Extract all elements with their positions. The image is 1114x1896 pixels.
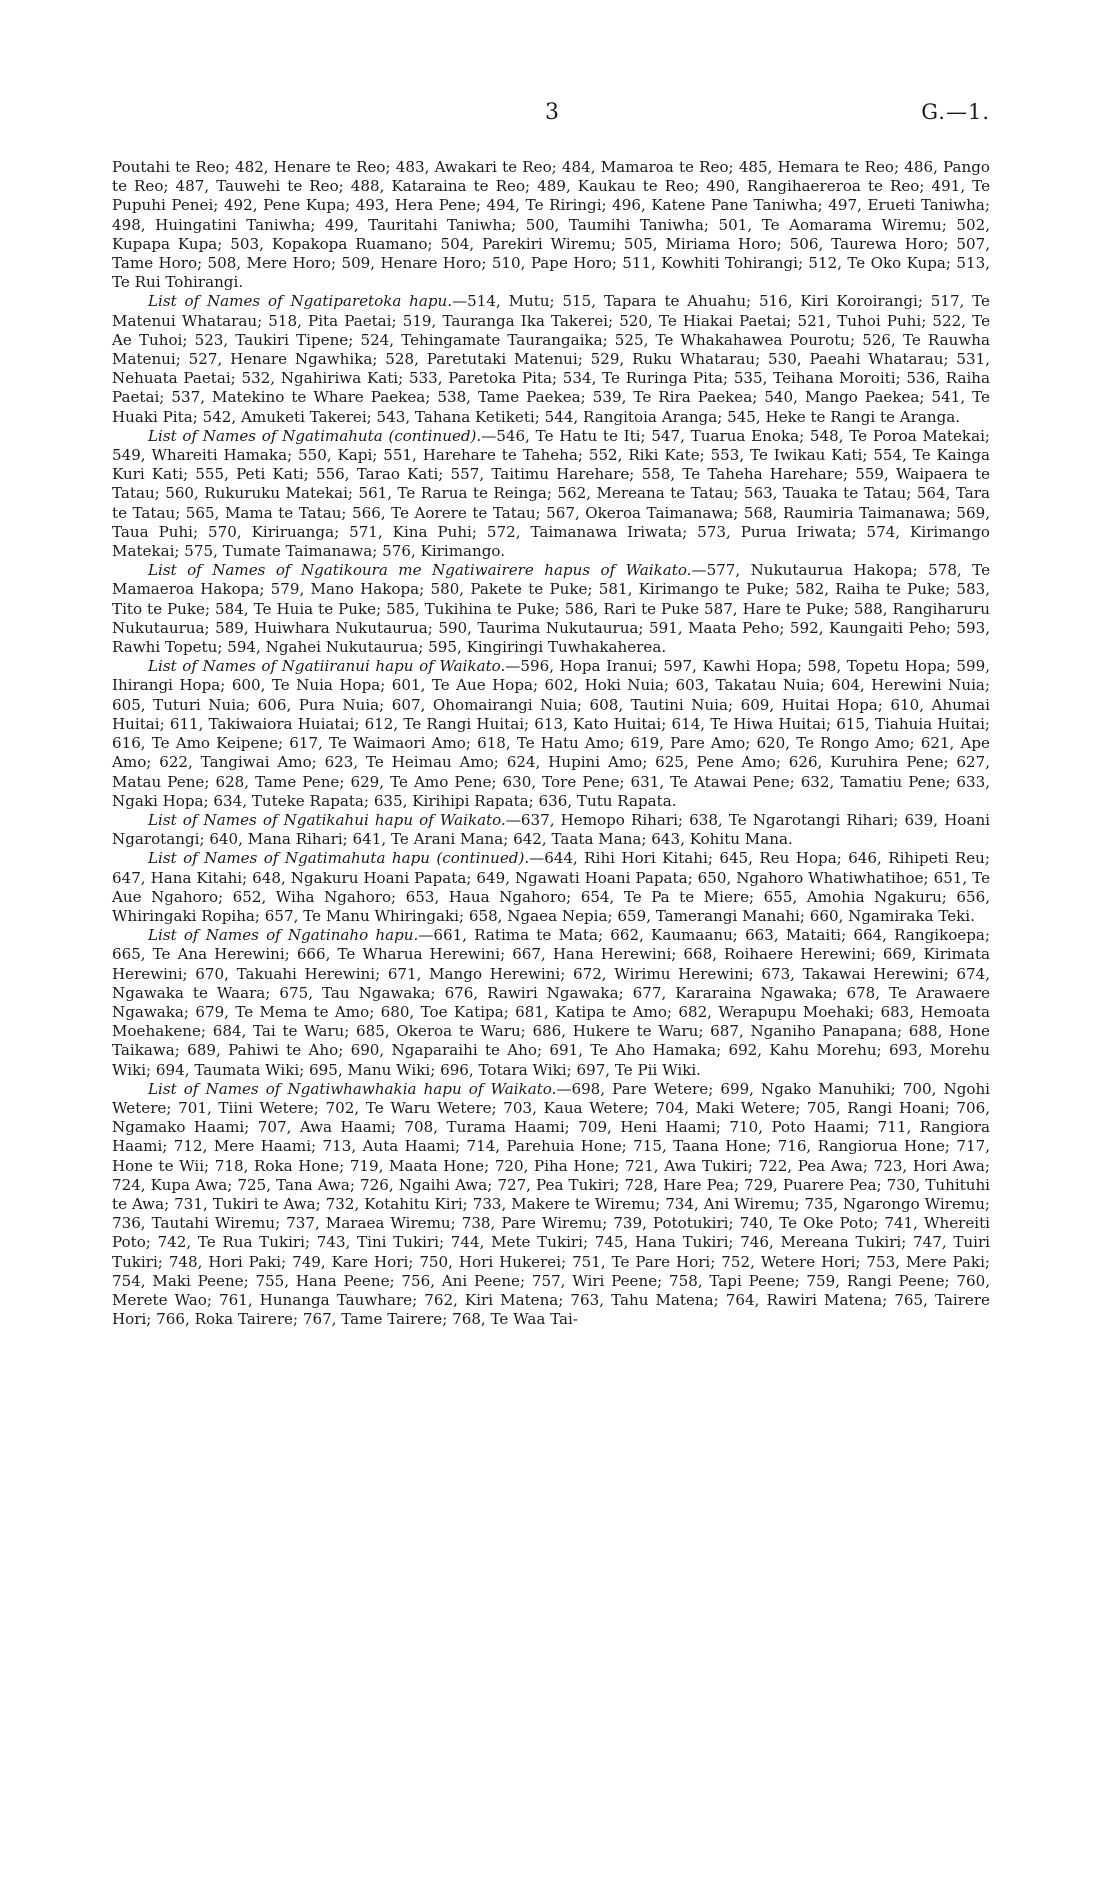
list-heading: List of Names of Ngatiparetoka hapu. xyxy=(148,292,453,311)
paragraph-text: Poutahi te Reo; 482, Henare te Reo; 483, Awakari te Reo; 484, Mamaroa te Reo; 485, Hemara te Reo; 486, Pango te Reo; 487, Tauwehi te Reo; 488, Kataraina te Reo; 489, Kaukau te Reo; 490, Rangihaereroa te Reo; 491, Te Pupuhi Penei; 492, Pene Kupa; 493, Hera Pene; 494, Te Riringi; 496, Katene Pane Taniwha; 497, Erueti Taniwha; 498, Huingatini Taniwha; 499, Tauritahi Taniwha; 500, Taumihi Taniwha; 501, Te Aomarama Wiremu; 502, Kupapa Kupa; 503, Kopakopa Ruamano; 504, Parekiri Wiremu; 505, Miriama Horo; 506, Taurewa Horo; 507, Tame Horo; 508, Mere Horo; 509, Henare Horo; 510, Pape Horo; 511, Kowhiti Tohirangi; 512, Te Oko Kupa; 513, Te Rui Tohirangi. xyxy=(112,158,990,292)
parliamentary-paper-reference: G.—1. xyxy=(921,100,990,124)
paragraph-text: —514, Mutu; 515, Tapara te Ahuahu; 516, Kiri Koroirangi; 517, Te Matenui Whatarau; 518, Pita Paetai; 519, Tauranga Ika Takerei; 520, Te Hiakai Paetai; 521, Tuhoi Puhi; 522, Te Ae Tuhoi; 523, Taukiri Tipene; 524, Tehingamate Taurangaika; 525, Te Whakahawea Pourotu; 526, Te Rauwha Matenui; 527, Henare Ngawhika; 528, Paretutaki Matenui; 529, Ruku Whatarau; 530, Paeahi Whatarau; 531, Nehuata Paetai; 532, Ngahiriwa Kati; 533, Paretoka Pita; 534, Te Ruringa Pita; 535, Teihana Moroiti; 536, Raiha Paetai; 537, Matekino te Whare Paekea; 538, Tame Paekea; 539, Te Rira Paekea; 540, Mango Paekea; 541, Te Huaki Pita; 542, Amuketi Takerei; 543, Tahana Ketiketi; 544, Rangitoia Aranga; 545, Heke te Rangi te Aranga. xyxy=(112,292,990,426)
paragraph-text: —661, Ratima te Mata; 662, Kaumaanu; 663, Mataiti; 664, Rangikoepa; 665, Te Ana Herewini; 666, Te Wharua Herewini; 667, Hana Herewini; 668, Roihaere Herewini; 669, Kirimata Herewini; 670, Takuahi Herewini; 671, Mango Herewini; 672, Wirimu Herewini; 673, Takawai Herewini; 674, Ngawaka te Waara; 675, Tau Ngawaka; 676, Rawiri Ngawaka; 677, Kararaina Ngawaka; 678, Te Arawaere Ngawaka; 679, Te Mema te Amo; 680, Toe Katipa; 681, Katipa te Amo; 682, Werapupu Moehaki; 683, Hemoata Moehakene; 684, Tai te Waru; 685, Okeroa te Waru; 686, Hukere te Waru; 687, Nganiho Panapana; 688, Hone Taikawa; 689, Pahiwi te Aho; 690, Ngaparaihi te Aho; 691, Te Aho Hamaka; 692, Kahu Morehu; 693, Morehu Wiki; 694, Taumata Wiki; 695, Manu Wiki; 696, Totara Wiki; 697, Te Pii Wiki. xyxy=(112,926,990,1079)
paragraph-ngatimahuta-hapu xyxy=(112,849,990,926)
paragraph-text: —577, Nukutaurua Hakopa; 578, Te Mamaeroa Hakopa; 579, Mano Hakopa; 580, Pakete te Puke; 581, Kirimango te Puke; 582, Raiha te Puke; 583, Tito te Puke; 584, Te Huia te Puke; 585, Tukihina te Puke; 586, Rari te Puke 587, Hare te Puke; 588, Rangiharuru Nukutaurua; 589, Huiwhara Nukutaurua; 590, Taurima Nukutaurua; 591, Maata Peho; 592, Kaungaiti Peho; 593, Rawhi Topetu; 594, Ngahei Nukutaurua; 595, Kingiringi Tuwhakaherea. xyxy=(112,561,990,657)
page-header xyxy=(110,100,990,132)
paragraph-ngatikahui xyxy=(112,811,990,849)
paragraph-text: —596, Hopa Iranui; 597, Kawhi Hopa; 598, Topetu Hopa; 599, Ihirangi Hopa; 600, Te Nuia Hopa; 601, Te Aue Hopa; 602, Hoki Nuia; 603, Takatau Nuia; 604, Herewini Nuia; 605, Tuturi Nuia; 606, Pura Nuia; 607, Ohomairangi Nuia; 608, Tautini Nuia; 609, Huitai Hopa; 610, Ahumai Huitai; 611, Takiwaiora Huiatai; 612, Te Rangi Huitai; 613, Kato Huitai; 614, Te Hiwa Huitai; 615, Tiahuia Huitai; 616, Te Amo Keipene; 617, Te Waimaori Amo; 618, Te Hatu Amo; 619, Pare Amo; 620, Te Rongo Amo; 621, Ape Amo; 622, Tangiwai Amo; 623, Te Heimau Amo; 624, Hupini Amo; 625, Pene Amo; 626, Kuruhira Pene; 627, Matau Pene; 628, Tame Pene; 629, Te Amo Pene; 630, Tore Pene; 631, Te Atawai Pene; 632, Tamatiu Pene; 633, Ngaki Hopa; 634, Tuteke Rapata; 635, Kirihipi Rapata; 636, Tutu Rapata. xyxy=(112,657,990,810)
paragraph-ngatimahuta-continued xyxy=(112,427,990,561)
paragraph-text: —698, Pare Wetere; 699, Ngako Manuhiki; 700, Ngohi Wetere; 701, Tiini Wetere; 702, Te Waru Wetere; 703, Kaua Wetere; 704, Maki Wetere; 705, Rangi Hoani; 706, Ngamako Haami; 707, Awa Haami; 708, Turama Haami; 709, Heni Haami; 710, Poto Haami; 711, Rangiora Haami; 712, Mere Haami; 713, Auta Haami; 714, Parehuia Hone; 715, Taana Hone; 716, Rangiorua Hone; 717, Hone te Wii; 718, Roka Hone; 719, Maata Hone; 720, Piha Hone; 721, Awa Tukiri; 722, Pea Awa; 723, Hori Awa; 724, Kupa Awa; 725, Tana Awa; 726, Ngaihi Awa; 727, Pea Tukiri; 728, Hare Pea; 729, Puarere Pea; 730, Tuhituhi te Awa; 731, Tukiri te Awa; 732, Kotahitu Kiri; 733, Makere te Wiremu; 734, Ani Wiremu; 735, Ngarongo Wiremu; 736, Tautahi Wiremu; 737, Maraea Wiremu; 738, Pare Wiremu; 739, Pototukiri; 740, Te Oke Poto; 741, Whereiti Poto; 742, Te Rua Tukiri; 743, Tini Tukiri; 744, Mete Tukiri; 745, Hana Tukiri; 746, Mereana Tukiri; 747, Tuiri Tukiri; 748, Hori Paki; 749, Kare Hori; 750, Hori Hukerei; 751, Te Pare Hori; 752, Wetere Hori; 753, Mere Paki; 754, Maki Peene; 755, Hana Peene; 756, Ani Peene; 757, Wiri Peene; 758, Tapi Peene; 759, Rangi Peene; 760, Merete Wao; 761, Hunanga Tauwhare; 762, Kiri Matena; 763, Tahu Matena; 764, Rawiri Matena; 765, Tairere Hori; 766, Roka Tairere; 767, Tame Tairere; 768, Te Waa Tai- xyxy=(112,1079,990,1329)
paragraph-continuation xyxy=(112,158,990,292)
paragraph-text: —546, Te Hatu te Iti; 547, Tuarua Enoka; 548, Te Poroa Matekai; 549, Whareiti Hamaka; 550, Kapi; 551, Harehare te Taheha; 552, Riki Kate; 553, Te Iwikau Kati; 554, Te Kainga Kuri Kati; 555, Peti Kati; 556, Tarao Kati; 557, Taitimu Harehare; 558, Te Taheha Harehare; 559, Waipaera te Tatau; 560, Rukuruku Matekai; 561, Te Rarua te Reinga; 562, Mereana te Tatau; 563, Tauaka te Tatau; 564, Tara te Tatau; 565, Mama te Tatau; 566, Te Aorere te Tatau; 567, Okeroa Taimanawa; 568, Raumiria Taimanawa; 569, Taua Puhi; 570, Kiriruanga; 571, Kina Puhi; 572, Taimanawa Iriwata; 573, Purua Iriwata; 574, Kirimango Matekai; 575, Tumate Taimanawa; 576, Kirimango. xyxy=(112,426,990,561)
list-heading: List of Names of Ngatimahuta hapu (continued). xyxy=(148,849,530,868)
paragraph-text: —637, Hemopo Rihari; 638, Te Ngarotangi Rihari; 639, Hoani Ngarotangi; 640, Mana Rihari; 641, Te Arani Mana; 642, Taata Mana; 643, Kohitu Mana. xyxy=(112,810,990,849)
paragraph-ngatiiranui xyxy=(112,657,990,811)
list-heading: List of Names of Ngatikoura me Ngatiwairere hapus of Waikato. xyxy=(148,561,692,580)
list-heading: List of Names of Ngatimahuta (continued). xyxy=(148,426,482,445)
paragraph-ngatikoura xyxy=(112,561,990,657)
paragraph-ngatiparetoka xyxy=(112,292,990,426)
list-heading: List of Names of Ngatikahui hapu of Waikato. xyxy=(148,810,506,829)
list-heading: List of Names of Ngatiiranui hapu of Waikato. xyxy=(148,657,506,676)
list-heading: List of Names of Ngatinaho hapu. xyxy=(148,926,419,945)
paragraph-ngatinaho xyxy=(112,926,990,1080)
list-heading: List of Names of Ngatiwhawhakia hapu of Waikato. xyxy=(148,1079,557,1098)
paragraph-ngatiwhawhakia xyxy=(112,1080,990,1330)
page-number: 3 xyxy=(545,100,559,125)
document-body xyxy=(112,158,990,1329)
paragraph-text: —644, Rihi Hori Kitahi; 645, Reu Hopa; 646, Rihipeti Reu; 647, Hana Kitahi; 648, Ngakuru Hoani Papata; 649, Ngawati Hoani Papata; 650, Ngahoro Whatiwhatihoe; 651, Te Aue Ngahoro; 652, Wiha Ngahoro; 653, Haua Ngahoro; 654, Te Pa te Miere; 655, Amohia Ngakuru; 656, Whiringaki Ropiha; 657, Te Manu Whiringaki; 658, Ngaea Nepia; 659, Tamerangi Manahi; 660, Ngamiraka Teki. xyxy=(112,849,990,925)
